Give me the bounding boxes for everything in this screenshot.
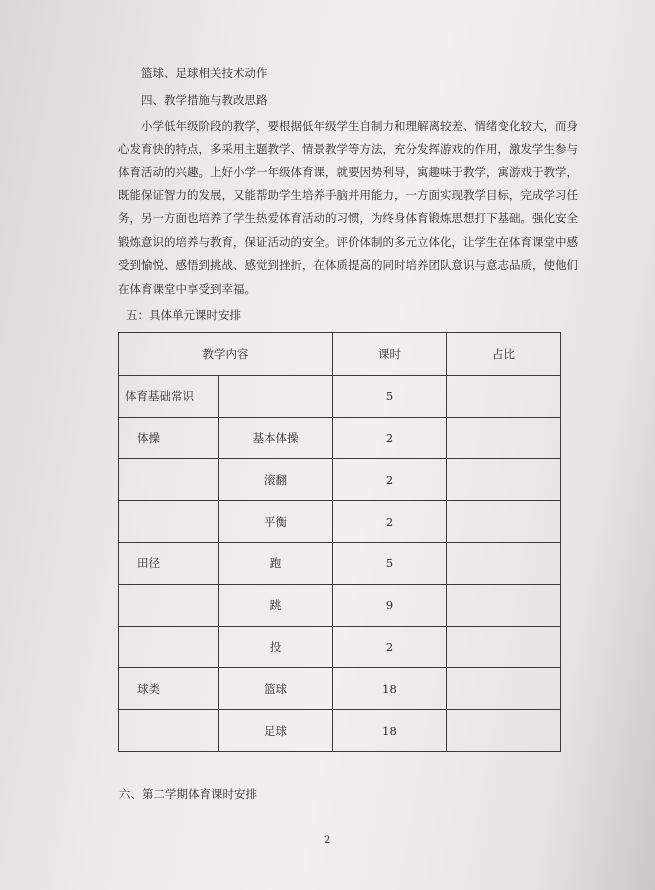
- table-row: [119, 710, 561, 752]
- category-cell: [119, 584, 219, 626]
- category-cell: [119, 459, 219, 501]
- lesson-hours-table: [118, 332, 561, 752]
- category-cell: [119, 710, 219, 752]
- subcategory-cell: [219, 375, 333, 417]
- ratio-cell: [447, 501, 561, 543]
- ratio-cell: [447, 584, 561, 626]
- subcategory-cell: 基本体操: [219, 417, 333, 459]
- body-line: 在体育课堂中享受到幸福。: [118, 282, 256, 296]
- ratio-cell: [447, 543, 561, 585]
- table-row: [119, 543, 561, 585]
- hours-cell: 18: [333, 668, 447, 710]
- hours-cell: 18: [333, 710, 447, 752]
- category-cell: 体育基础常识: [119, 375, 219, 417]
- hours-cell: 5: [333, 543, 447, 585]
- ratio-cell: [447, 626, 561, 668]
- category-cell: 体操: [119, 417, 219, 459]
- subcategory-cell: 篮球: [219, 668, 333, 710]
- subcategory-cell: 滚翻: [219, 459, 333, 501]
- section-heading-6: 六、第二学期体育课时安排: [119, 787, 257, 801]
- hours-cell: 2: [333, 501, 447, 543]
- text-line: 篮球、足球相关技术动作: [141, 66, 268, 80]
- table-row: [119, 626, 561, 668]
- hours-cell: 2: [333, 626, 447, 668]
- hours-cell: 2: [333, 459, 447, 501]
- ratio-cell: [447, 375, 561, 417]
- header-content: 教学内容: [119, 333, 333, 376]
- hours-cell: 2: [333, 417, 447, 459]
- body-line: 务，另一方面也培养了学生热爱体育活动的习惯，为终身体育锻炼思想打下基础。强化安全: [118, 211, 578, 225]
- table-row: [119, 668, 561, 710]
- page-number: 2: [324, 835, 331, 846]
- category-cell: 田径: [119, 543, 219, 585]
- section-heading-4: 四、教学措施与教改思路: [141, 93, 268, 107]
- body-line: 体育活动的兴趣。上好小学一年级体育课，就要因势利导，寓趣味于教学，寓游戏于教学，: [118, 165, 578, 179]
- body-line: 既能保证智力的发展，又能帮助学生培养手脑并用能力，一方面实现教学目标，完成学习任: [118, 188, 578, 202]
- ratio-cell: [447, 668, 561, 710]
- category-cell: 球类: [119, 668, 219, 710]
- table-row: [119, 501, 561, 543]
- ratio-cell: [447, 417, 561, 459]
- body-line: 锻炼意识的培养与教育，保证活动的安全。评价体制的多元立体化，让学生在体育课堂中感: [118, 235, 578, 249]
- table-row: [119, 459, 561, 501]
- body-line: 受到愉悦、感悟到挑战、感觉到挫折，在体质提高的同时培养团队意识与意志品质，使他们: [118, 258, 578, 272]
- category-cell: [119, 626, 219, 668]
- table-row: [119, 417, 561, 459]
- hours-cell: 5: [333, 375, 447, 417]
- subcategory-cell: 跑: [219, 543, 333, 585]
- ratio-cell: [447, 459, 561, 501]
- hours-cell: 9: [333, 584, 447, 626]
- body-line: 小学低年级阶段的教学，要根据低年级学生自制力和理解离较差、情绪变化较大，而身: [141, 119, 578, 133]
- subcategory-cell: 投: [219, 626, 333, 668]
- section-heading-5: 五：具体单元课时安排: [126, 308, 241, 322]
- body-line: 心发育快的特点，多采用主题教学、情景教学等方法，充分发挥游戏的作用，激发学生参与: [118, 142, 578, 156]
- subcategory-cell: 平衡: [219, 501, 333, 543]
- category-cell: [119, 501, 219, 543]
- header-ratio: 占比: [447, 333, 561, 376]
- table-row: [119, 375, 561, 417]
- ratio-cell: [447, 710, 561, 752]
- subcategory-cell: 跳: [219, 584, 333, 626]
- table-row: [119, 584, 561, 626]
- subcategory-cell: 足球: [219, 710, 333, 752]
- header-hours: 课时: [333, 333, 447, 376]
- table-header-row: [119, 333, 561, 376]
